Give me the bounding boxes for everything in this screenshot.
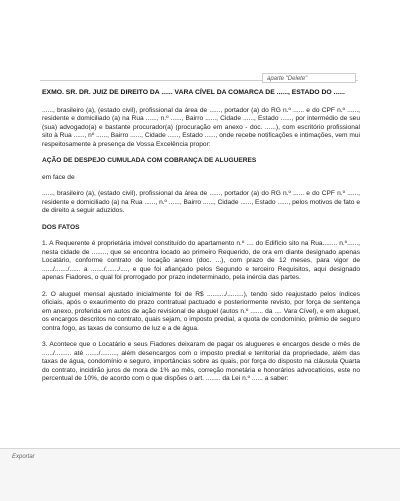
in-face-of: em face de	[42, 173, 75, 181]
facts-heading: DOS FATOS	[42, 223, 80, 231]
paragraph-2: 2. O aluguel mensal ajustado inicialmente foi de R$ ........../.........), tendo sido reajustado pelos índices oficiais, após o exaurimento do prazo contratual pactuado e posteriormente revisto, por força de sentença em anexo, proferida em autos de ação revisional de aluguel (autos n.º ....... da .... Vara Cível), e em aluguel, os encargos descritos no contrato, quais sejam, o imposto predial, a quota de condomínio, prêmio de seguro contra fogo, as taxas de consumo de luz e a de água.	[42, 290, 360, 332]
intro-paragraph: ......, brasileiro (a), (estado civil), profissional da área de ......, portador (a) do RG n.º ...... e do CPF n.º ......, residente e domiciliado (a) na Rua ......, n.º ......, Bairro ......, Cidade ......, Estado ......, por intermédio de seu (sua) advogado(a) e bastante procurador(a) (procuração em anexo - doc. ......), com escritório profissional sito à Rua ......, nº ......, Bairro ......, Cidade ......, Estado ......, onde recebe notificações e intimações, vem mui respeitosamente à presença de Vossa Excelência propor:	[42, 106, 360, 148]
defendant-paragraph: ......, brasileiro (a), (estado civil), profissional da área de ......, portador (a) do RG n.º ...... e do CPF n.º ......, residente e domiciliado (a) na Rua ......, n.º ......, Bairro ......, Cidade ......, Estado ......, pelos motivos de fato e de direito a seguir aduzidos.	[42, 190, 360, 215]
bottom-bar	[0, 448, 400, 501]
paragraph-3: 3. Acontece que o Locatário e seus Fiadores deixaram de pagar os alugueres e encargos desde o mês de ....../......... até ......./........., além desencargos com o imposto predial e territorial da propriedade, além das taxas de água, condomínio e seguro, importâncias sobre as quais, por força do disposto na cláusula Quarta do contrato, incidirão juros de mora de 1% ao mês, correção monetária e honorários advocatícios, este no percentual de 10%, de acordo com o que dispões o art. ........ da Lei n.º ...... a saber:	[42, 341, 360, 383]
action-heading: AÇÃO DE DESPEJO CUMULADA COM COBRANÇA DE ALUGUERES	[42, 157, 257, 165]
document-title: EXMO. SR. DR. JUIZ DE DIREITO DA ...... VARA CÍVEL DA COMARCA DE ......, ESTADO DO ......	[42, 89, 345, 96]
top-tag: aparte "Delete"	[262, 73, 356, 83]
paragraph-1: 1. A Requerente é proprietária imóvel constituído do apartamento n.º .... do Edifício sito na Rua........ n.º......, nesta cidade de ........, que se encontra locado ao primeiro Requerido, de ora em diante designado apenas Locatário, conforme contrato de locação anexo (doc. ...), com prazo de 12 meses, para vigor de ....../......./...... a ......./......./...., e que foi afiançado pelos Segundo e terceiro Requisitos, aqui designado apenas Fiadores, o qual foi prorrogado por prazo indeterminado, pela inércia das partes.	[42, 240, 360, 282]
footer-tag: Exportar	[12, 454, 35, 460]
document-content	[42, 89, 360, 392]
